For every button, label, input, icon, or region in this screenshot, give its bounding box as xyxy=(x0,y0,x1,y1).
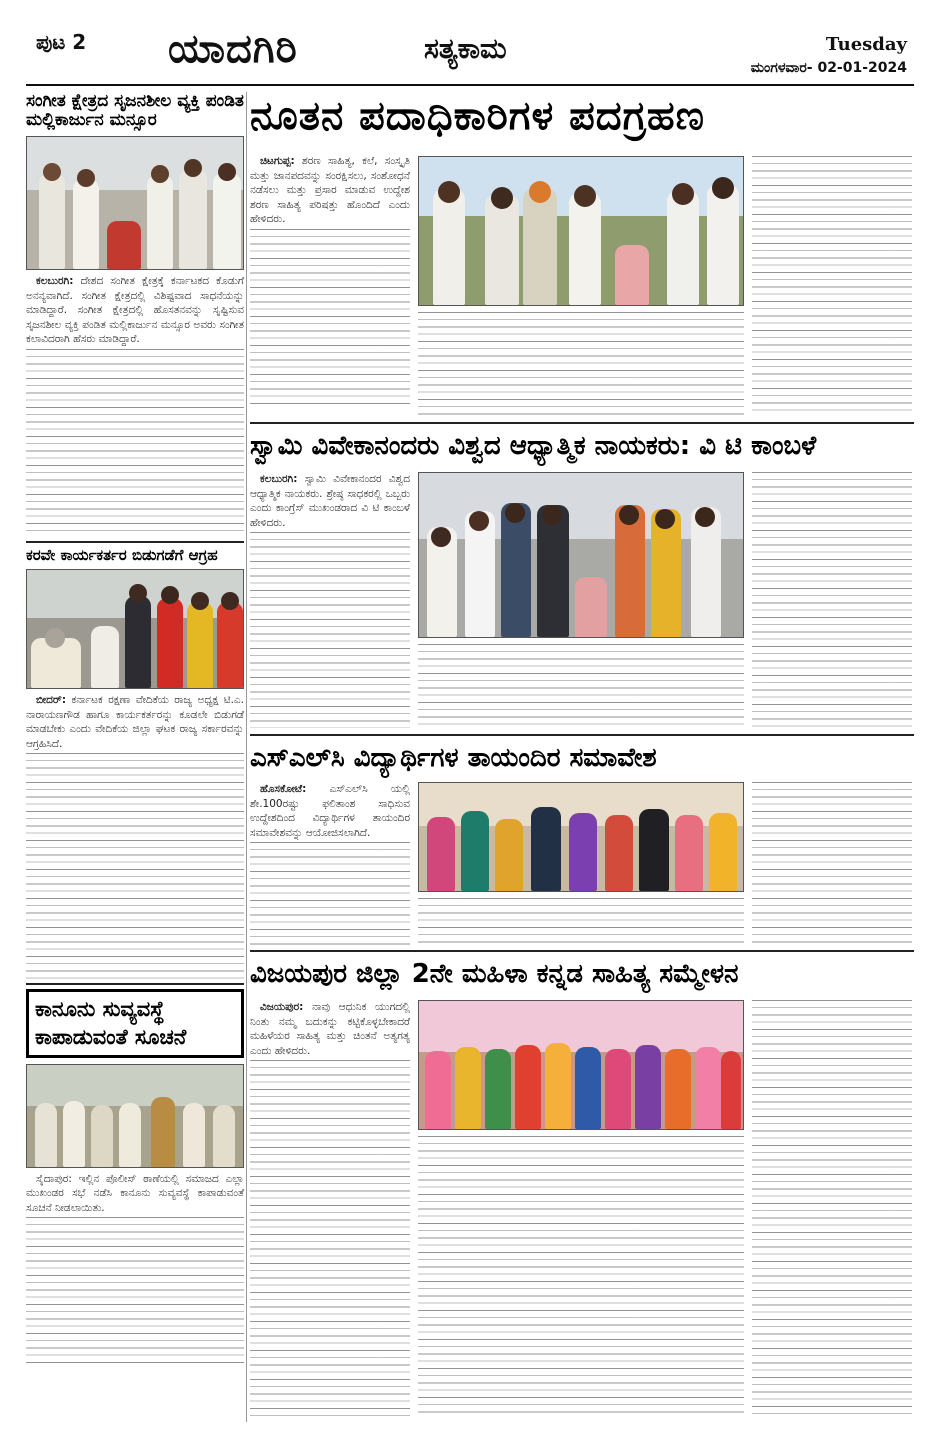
story-divider xyxy=(26,541,244,543)
story-body xyxy=(26,693,244,751)
column-separator xyxy=(246,92,247,1422)
body-text-block xyxy=(26,1217,244,1367)
story-vivekananda xyxy=(250,424,914,734)
story-photo xyxy=(418,472,744,638)
body-text-block xyxy=(752,156,912,416)
story-mansoor xyxy=(26,92,244,537)
body-text-block xyxy=(250,842,410,948)
story-karave xyxy=(26,547,244,980)
story-divider xyxy=(26,983,244,985)
body-text-block xyxy=(752,782,912,946)
story-photo xyxy=(418,1000,744,1130)
body-text-block xyxy=(752,1000,912,1418)
story-body xyxy=(250,472,410,728)
story-headline: ಎಸ್‌ಎಲ್‌ಸಿ ವಿದ್ಯಾರ್ಥಿಗಳ ತಾಯಂದಿರ ಸಮಾವೇಶ xyxy=(250,743,657,773)
story-sslc-mothers xyxy=(250,736,914,950)
body-text-block xyxy=(26,753,244,979)
story-text: ಸೈದಾಪುರ: ಇಲ್ಲಿನ ಪೊಲೀಸ್ ಠಾಣೆಯಲ್ಲಿ ಸಮಾಜದ ಎಲ್ಲಾ ಮುಖಂಡರ ಸಭೆ ನಡೆಸಿ ಕಾನೂನು ಸುವ್ಯವಸ್ಥೆ ಕಾಪಾಡುವಂತೆ ಸೂಚನೆ ನೀಡಲಾಯಿತು. xyxy=(26,1172,244,1214)
story-text: ಎಸ್‌ಎಲ್‌ಸಿ ಯಲ್ಲಿ ಶೇ.100ರಷ್ಟು ಫಲಿತಾಂಶ ಸಾಧಿಸುವ ಉದ್ದೇಶದಿಂದ ವಿದ್ಯಾರ್ಥಿಗಳ ತಾಯಂದಿರ ಸಮಾವೇಶವನ್ನು ಆಯೋಜಿಸಲಾಗಿದೆ. xyxy=(250,783,411,839)
story-text: ಸ್ವಾಮಿ ವಿವೇಕಾನಂದರ ವಿಶ್ವದ ಆಧ್ಯಾತ್ಮಿಕ ನಾಯಕರು. ಶ್ರೇಷ್ಠ ಸಾಧಕರಲ್ಲಿ ಒಬ್ಬರು ಎಂದು ಕಾಂಗ್ರೆಸ್ ಮುಖಂಡರಾದ ವಿ ಟಿ ಕಾಂಬಳೆ ಹೇಳಿದರು. xyxy=(250,473,411,529)
body-text-block xyxy=(418,644,744,728)
story-body xyxy=(26,1172,244,1216)
dateline: ಹೊಸಕೋಟೆ: xyxy=(260,783,307,795)
body-text-block xyxy=(752,472,912,728)
story-photo xyxy=(418,156,744,306)
body-text-block xyxy=(418,1136,744,1418)
story-photo xyxy=(26,569,244,689)
story-headline: ಸ್ವಾಮಿ ವಿವೇಕಾನಂದರು ವಿಶ್ವದ ಆಧ್ಯಾತ್ಮಿಕ ನಾಯಕರು: ವಿ ಟಿ ಕಾಂಬಳೆ xyxy=(250,431,817,461)
paper-name-2: ಸತ್ಯಕಾಮ xyxy=(424,32,507,65)
body-text-block xyxy=(418,898,744,946)
story-office-bearers xyxy=(250,92,914,422)
page-label: ಪುಟ 2 xyxy=(36,30,87,54)
date-line: ಮಂಗಳವಾರ- 02-01-2024 xyxy=(750,60,907,76)
dateline: ಕಲಬುರಗಿ: xyxy=(36,275,74,288)
dateline: ಕಲಬುರಗಿ: xyxy=(260,473,298,485)
body-text-block xyxy=(250,1060,410,1416)
body-text-block xyxy=(250,229,410,409)
story-body xyxy=(250,782,410,948)
dateline: ಬೀದರ್: xyxy=(36,694,67,707)
story-body xyxy=(26,274,244,347)
story-headline: ವಿಜಯಪುರ ಜಿಲ್ಲಾ 2ನೇ ಮಹಿಳಾ ಕನ್ನಡ ಸಾಹಿತ್ಯ ಸಮ್ಮೇಳನ xyxy=(250,959,739,989)
left-column xyxy=(26,92,244,1367)
body-text-block xyxy=(418,312,744,416)
story-headline: ಕರವೇ ಕಾರ್ಯಕರ್ತರ ಬಿಡುಗಡೆಗೆ ಆಗ್ರಹ xyxy=(26,545,218,564)
story-headline: ಸಂಗೀತ ಕ್ಷೇತ್ರದ ಸೃಜನಶೀಲ ವ್ಯಕ್ತಿ ಪಂಡಿತ ಮಲ್ಲಿಕಾರ್ಜುನ ಮನ್ಸೂರ xyxy=(26,91,244,131)
story-text: ನಾವು ಆಧುನಿಕ ಯುಗದಲ್ಲಿ ನಿಂತು ನಮ್ಮ ಬದುಕನ್ನು ಕಟ್ಟಿಕೊಳ್ಳಬೇಕಾದರೆ ಮಹಿಳೆಯರ ಸಾಹಿತ್ಯ ಮತ್ತು ಚಿಂತನೆ ಅತ್ಯಗತ್ಯ ಎಂದು ಹೇಳಿದರು. xyxy=(250,1001,410,1057)
story-body xyxy=(250,154,410,409)
day-english: Tuesday xyxy=(825,34,907,55)
story-photo xyxy=(418,782,744,892)
dateline: ವಿಜಯಪುರ: xyxy=(260,1001,304,1013)
masthead xyxy=(0,0,945,86)
story-headline: ಕಾನೂನು ಸುವ್ಯವಸ್ಥೆ ಕಾಪಾಡುವಂತೆ ಸೂಚನೆ xyxy=(26,989,244,1058)
dateline: ಚಿಟಗುಪ್ಪ: xyxy=(260,155,295,167)
story-photo xyxy=(26,136,244,270)
story-body xyxy=(250,1000,410,1416)
story-text: ಕರ್ನಾಟಕ ರಕ್ಷಣಾ ವೇದಿಕೆಯ ರಾಜ್ಯ ಅಧ್ಯಕ್ಷ ಟಿ.ಎ. ನಾರಾಯಣಗೌಡ ಹಾಗೂ ಕಾರ್ಯಕರ್ತರನ್ನು ಕೂಡಲೇ ಬಿಡುಗಡೆ ಮಾಡಬೇಕು ಎಂದು ವೇದಿಕೆಯ ಜಿಲ್ಲಾ ಘಟಕ ರಾಜ್ಯ ಸರ್ಕಾರವನ್ನು ಆಗ್ರಹಿಸಿದೆ. xyxy=(26,694,244,750)
story-photo xyxy=(26,1064,244,1168)
story-women-literary-meet xyxy=(250,952,914,1422)
story-text: ಶರಣ ಸಾಹಿತ್ಯ, ಕಲೆ, ಸಂಸ್ಕೃತಿ ಮತ್ತು ಜಾನಪದವನ್ನು ಸಂರಕ್ಷಿಸಲು, ಸಂಶೋಧನೆ ನಡೆಸಲು ಮತ್ತು ಪ್ರಸಾರ ಮಾಡುವ ಉದ್ದೇಶ ಶರಣ ಸಾಹಿತ್ಯ ಪರಿಷತ್ತು ಹೊಂದಿದೆ ಎಂದು ಹೇಳಿದರು. xyxy=(250,155,410,225)
body-text-block xyxy=(26,349,244,537)
story-headline: ನೂತನ ಪದಾಧಿಕಾರಿಗಳ ಪದಗ್ರಹಣ xyxy=(250,93,705,139)
story-text: ದೇಶದ ಸಂಗೀತ ಕ್ಷೇತ್ರಕ್ಕೆ ಕರ್ನಾಟಕದ ಕೊಡುಗೆ ಅನನ್ಯವಾಗಿದೆ. ಸಂಗೀತ ಕ್ಷೇತ್ರದಲ್ಲಿ ವಿಶಿಷ್ಟವಾದ ಸಾಧನೆಯನ್ನು ಮಾಡಿದ್ದಾರೆ. ಸಂಗೀತ ಕ್ಷೇತ್ರದಲ್ಲಿ ಹೊಸತನವನ್ನು ಸೃಷ್ಟಿಸುವ ಸೃಜನಶೀಲ ವ್ಯಕ್ತಿ ಪಂಡಿತ ಮಲ್ಲಿಕಾರ್ಜುನ ಮನ್ಸೂರ ಅವರು ಸಂಗೀತ ಕಲಾವಿದರಾಗಿ ಹೆಸರು ಮಾಡಿದ್ದಾರೆ. xyxy=(26,275,244,346)
body-text-block xyxy=(250,532,410,728)
masthead-rule xyxy=(26,84,914,86)
paper-name: ಯಾದಗಿರಿ xyxy=(168,26,298,72)
main-column xyxy=(250,92,914,1422)
story-law-order xyxy=(26,989,244,1367)
